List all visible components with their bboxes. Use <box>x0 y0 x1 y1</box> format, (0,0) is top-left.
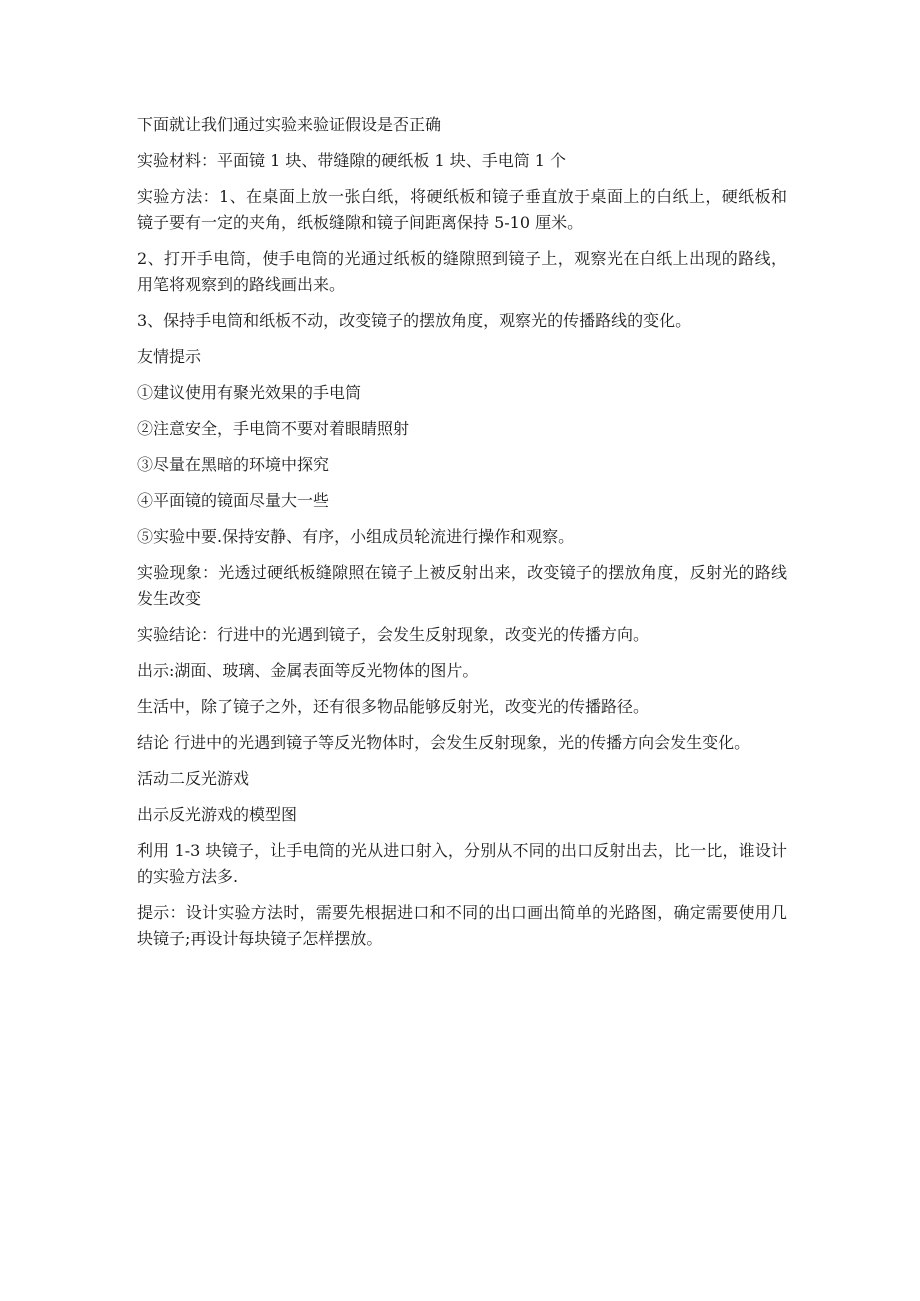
tip-3-paragraph: ③尽量在黑暗的环境中探究 <box>137 455 330 474</box>
tip-2-paragraph: ②注意安全，手电筒不要对着眼睛照射 <box>137 419 410 438</box>
document-body <box>137 112 787 962</box>
show-model-paragraph: 出示反光游戏的模型图 <box>137 805 298 824</box>
tip-1-paragraph: ①建议使用有聚光效果的手电筒 <box>137 383 362 402</box>
intro-paragraph: 下面就让我们通过实验来验证假设是否正确 <box>137 115 442 134</box>
design-hint-paragraph: 提示：设计实验方法时，需要先根据进口和不同的出口画出简单的光路图，确定需要使用几块镜子;再设计每块镜子怎样摆放。 <box>137 903 787 948</box>
activity-two-heading: 活动二反光游戏 <box>137 769 250 788</box>
materials-paragraph: 实验材料：平面镜 1 块、带缝隙的硬纸板 1 块、手电筒 1 个 <box>137 151 567 170</box>
tip-5-paragraph: ⑤实验中要.保持安静、有序，小组成员轮流进行操作和观察。 <box>137 527 575 546</box>
method-step-2-paragraph: 2、打开手电筒，使手电筒的光通过纸板的缝隙照到镜子上，观察光在白纸上出现的路线，用笔将观察到的路线画出来。 <box>137 249 787 294</box>
tips-heading: 友情提示 <box>137 347 202 366</box>
phenomenon-paragraph: 实验现象：光透过硬纸板缝隙照在镜子上被反射出来，改变镜子的摆放角度，反射光的路线发生改变 <box>137 563 787 608</box>
tip-4-paragraph: ④平面镜的镜面尽量大一些 <box>137 491 330 510</box>
method-step-1-paragraph: 实验方法：1、在桌面上放一张白纸，将硬纸板和镜子垂直放于桌面上的白纸上，硬纸板和镜子要有一定的夹角，纸板缝隙和镜子间距离保持 5-10 厘米。 <box>137 187 787 232</box>
summary-conclusion-paragraph: 结论 行进中的光遇到镜子等反光物体时，会发生反射现象，光的传播方向会发生变化。 <box>137 733 751 752</box>
game-rules-paragraph: 利用 1-3 块镜子，让手电筒的光从进口射入，分别从不同的出口反射出去，比一比，谁设计的实验方法多. <box>137 841 787 886</box>
method-step-3-paragraph: 3、保持手电筒和纸板不动，改变镜子的摆放角度，观察光的传播路线的变化。 <box>137 311 692 330</box>
show-pictures-paragraph: 出示:湖面、玻璃、金属表面等反光物体的图片。 <box>137 661 479 680</box>
conclusion-paragraph: 实验结论：行进中的光遇到镜子，会发生反射现象，改变光的传播方向。 <box>137 625 650 644</box>
daily-life-paragraph: 生活中，除了镜子之外，还有很多物品能够反射光，改变光的传播路径。 <box>137 697 650 716</box>
